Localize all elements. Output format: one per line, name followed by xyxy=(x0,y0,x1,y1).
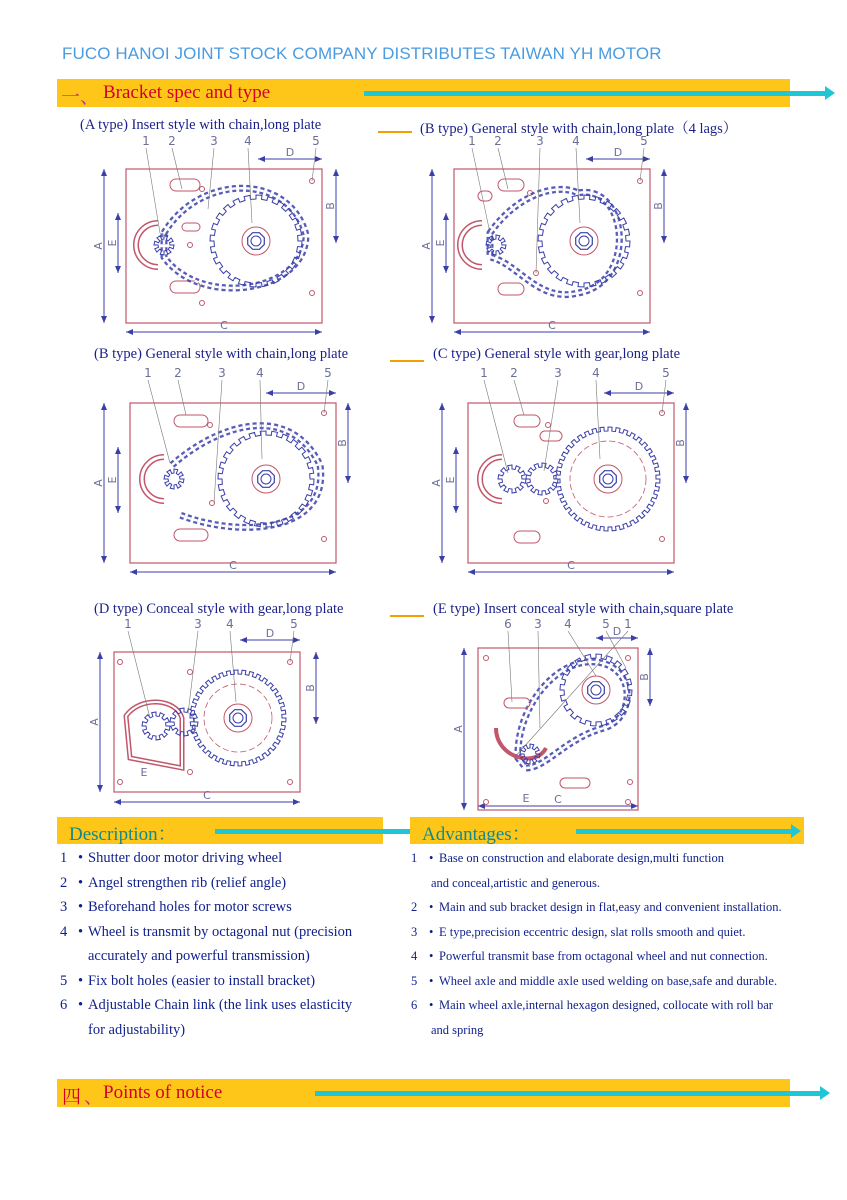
caption-b-type-4lags: (B type) General style with chain,long plate（4 lags） xyxy=(420,121,738,137)
list-item xyxy=(411,895,811,920)
leader-line xyxy=(596,380,600,459)
leader-line xyxy=(290,631,294,662)
dimension-label: C xyxy=(548,319,556,332)
part-number-label: 2 xyxy=(494,134,502,148)
dimension-label: C xyxy=(554,793,562,806)
band-arrow xyxy=(576,829,792,834)
hub-ring xyxy=(582,676,610,704)
leader-line xyxy=(178,380,186,415)
bullet-dot: • xyxy=(78,972,84,989)
list-item xyxy=(60,944,400,969)
section-title: Bracket spec and type xyxy=(103,82,271,103)
part-number-label: 1 xyxy=(624,617,632,631)
list-item-number: 5 xyxy=(60,972,68,989)
section4-prefix: 四 xyxy=(62,1087,82,1108)
list-item-text: Angel strengthen rib (relief angle) xyxy=(88,874,287,891)
dimension-arrow xyxy=(661,169,667,176)
slot-hole xyxy=(514,531,540,543)
dimension-label: D xyxy=(265,627,275,640)
part-number-label: 1 xyxy=(144,366,152,380)
dimension-label: B xyxy=(652,202,665,210)
part-number-label: 2 xyxy=(174,366,182,380)
chain xyxy=(518,662,627,768)
list-item xyxy=(411,1018,811,1043)
list-item xyxy=(60,993,400,1018)
bullet-dot: • xyxy=(78,874,84,891)
dimension-arrow xyxy=(454,329,461,335)
list-item xyxy=(411,920,811,945)
dimension-label: D xyxy=(613,146,623,159)
dimension-arrow xyxy=(97,785,103,792)
dimension-label: E xyxy=(106,476,119,484)
part-number-label: 4 xyxy=(564,617,572,631)
dimension-arrow xyxy=(101,556,107,563)
bolt-hole xyxy=(626,800,631,805)
slot-hole xyxy=(174,529,208,541)
dimension-label: B xyxy=(304,684,317,692)
section-prefix: 一、 xyxy=(61,87,100,108)
hub-ring xyxy=(594,465,622,493)
part-number-label: 3 xyxy=(194,617,202,631)
slot-hole xyxy=(560,778,590,788)
bolt-hole xyxy=(288,780,293,785)
caption-separator xyxy=(390,615,424,617)
band-arrow xyxy=(364,91,826,96)
dimension-label: A xyxy=(452,725,465,733)
dimension-label: E xyxy=(444,476,457,484)
part-number-label: 4 xyxy=(592,366,600,380)
bolt-hole xyxy=(188,770,193,775)
bullet-dot: • xyxy=(429,900,434,914)
slot-hole xyxy=(504,698,530,708)
dimension-arrow xyxy=(329,390,336,396)
bullet-dot: • xyxy=(429,851,434,865)
bolt-hole xyxy=(188,243,193,248)
bolt-hole xyxy=(484,656,489,661)
leader-line xyxy=(146,148,160,233)
bullet-dot: • xyxy=(78,923,84,940)
dimension-arrow xyxy=(101,169,107,176)
list-item-text: for adjustability) xyxy=(88,1021,186,1038)
list-item-number: 4 xyxy=(411,949,418,963)
chain-link-inner xyxy=(518,662,627,768)
dimension-label: E xyxy=(522,792,530,805)
dimension-arrow xyxy=(293,799,300,805)
bolt-hole xyxy=(660,537,665,542)
dimension-label: E xyxy=(434,239,447,247)
drive-sprocket xyxy=(164,469,184,489)
list-item-text: accurately and powerful transmission) xyxy=(88,948,310,964)
leader-line xyxy=(568,631,596,676)
advantages-band xyxy=(410,817,804,844)
bolt-hole xyxy=(638,291,643,296)
motor-clamp xyxy=(142,457,164,501)
slot-hole xyxy=(478,191,492,201)
part-number-label: 4 xyxy=(256,366,264,380)
drive-sprocket xyxy=(520,744,540,764)
part-number-label: 1 xyxy=(124,617,132,631)
list-item-text: and spring xyxy=(431,1022,484,1037)
pitch-circle xyxy=(204,684,272,752)
list-item-number: 6 xyxy=(411,998,418,1012)
list-item xyxy=(411,944,811,969)
part-number-label: 1 xyxy=(142,134,150,148)
dimension-label: B xyxy=(324,202,337,210)
bracket-plate xyxy=(126,169,322,323)
bullet-dot: • xyxy=(78,899,84,915)
sprocket-wheel xyxy=(560,654,632,726)
diagram-d-type xyxy=(90,618,330,808)
dimension-arrow xyxy=(429,316,435,323)
octagonal-nut xyxy=(576,233,593,250)
diagram-c-type xyxy=(428,363,698,578)
dimension-arrow xyxy=(429,169,435,176)
bolt-hole xyxy=(200,301,205,306)
list-item xyxy=(60,1018,400,1043)
list-item-text: Wheel is transmit by octagonal nut (precision xyxy=(88,923,353,940)
part-number-label: 3 xyxy=(210,134,218,148)
bolt-hole xyxy=(546,423,551,428)
dimension-label: E xyxy=(106,239,119,247)
slot-hole xyxy=(174,415,208,427)
dimension-label: E xyxy=(140,766,148,779)
bolt-hole xyxy=(200,187,205,192)
diagram-a-type xyxy=(90,133,350,338)
drive-sprocket xyxy=(486,235,506,255)
part-number-label: 3 xyxy=(554,366,562,380)
bullet-dot: • xyxy=(429,924,434,939)
part-number-label: 2 xyxy=(510,366,518,380)
bolt-hole xyxy=(118,780,123,785)
dimension-label: C xyxy=(203,789,211,802)
dimension-label: C xyxy=(220,319,228,332)
sprocket-wheel xyxy=(210,195,302,287)
octagonal-nut xyxy=(600,471,617,488)
slot-hole xyxy=(498,283,524,295)
dimension-arrow xyxy=(115,213,121,220)
drive-gear xyxy=(142,712,170,740)
list-item-text: and conceal,artistic and generous. xyxy=(431,875,601,890)
bolt-hole xyxy=(544,499,549,504)
section-bracket-band xyxy=(57,79,790,107)
list-item-text: Base on construction and elaborate design,multi function xyxy=(439,851,724,865)
dimension-arrow xyxy=(115,506,121,513)
dimension-arrow xyxy=(115,266,121,273)
list-item-number: 2 xyxy=(411,900,418,914)
company-header: FUCO HANOI JOINT STOCK COMPANY DISTRIBUTES TAIWAN YH MOTOR xyxy=(62,44,662,63)
dimension-arrow xyxy=(461,648,467,655)
leader-line xyxy=(324,380,328,413)
list-item-number: 4 xyxy=(60,923,68,940)
sprocket-wheel xyxy=(218,431,314,527)
list-item-number: 1 xyxy=(60,850,68,866)
caption-separator xyxy=(378,131,412,133)
description-list xyxy=(60,846,400,1042)
leader-line xyxy=(260,380,262,459)
motor-clamp xyxy=(460,223,482,267)
dimension-arrow xyxy=(115,447,121,454)
dimension-label: A xyxy=(430,479,443,487)
part-number-label: 5 xyxy=(662,366,670,380)
list-item xyxy=(411,969,811,994)
part-number-label: 5 xyxy=(324,366,332,380)
dimension-label: D xyxy=(634,380,644,393)
bolt-hole xyxy=(484,800,489,805)
caption-b-type: (B type) General style with chain,long plate xyxy=(94,346,349,362)
dimension-label: D xyxy=(612,625,622,638)
part-number-label: 4 xyxy=(226,617,234,631)
list-item-number: 3 xyxy=(60,899,68,915)
dimension-arrow xyxy=(468,569,475,575)
dimension-arrow xyxy=(647,699,653,706)
caption-a-type: (A type) Insert style with chain,long plate xyxy=(80,117,322,133)
caption-e-type: (E type) Insert conceal style with chain,square plate xyxy=(433,601,734,617)
bolt-hole xyxy=(322,537,327,542)
caption-d-type: (D type) Conceal style with gear,long plate xyxy=(94,601,344,617)
leader-line xyxy=(230,631,236,702)
dimension-label: A xyxy=(92,479,105,487)
list-item xyxy=(60,871,400,896)
dimension-label: D xyxy=(285,146,295,159)
list-item-text: Fix bolt holes (easier to install bracket) xyxy=(88,972,316,989)
leader-line xyxy=(544,380,558,471)
dimension-arrow xyxy=(313,652,319,659)
diagram-e-type xyxy=(452,617,656,813)
list-item xyxy=(411,871,811,896)
dimension-arrow xyxy=(315,329,322,335)
leader-line xyxy=(536,148,540,273)
dimension-arrow xyxy=(667,390,674,396)
bullet-dot: • xyxy=(429,973,434,988)
dimension-label: B xyxy=(674,439,687,447)
dimension-arrow xyxy=(258,156,265,162)
slot-hole xyxy=(498,179,524,191)
bolt-hole xyxy=(118,660,123,665)
advantages-title: Advantages： xyxy=(422,824,531,845)
section-notice-band xyxy=(57,1079,790,1107)
dimension-arrow xyxy=(631,803,638,809)
list-item-number: 5 xyxy=(411,973,418,988)
bolt-hole xyxy=(208,423,213,428)
axle xyxy=(233,713,243,723)
dimension-label: A xyxy=(92,242,105,250)
leader-line xyxy=(514,380,524,415)
main-gear xyxy=(556,427,660,531)
dimension-arrow xyxy=(329,569,336,575)
dimension-arrow xyxy=(266,390,273,396)
list-item-number: 1 xyxy=(411,851,418,865)
dimension-arrow xyxy=(97,652,103,659)
dimension-arrow xyxy=(333,236,339,243)
slot-hole xyxy=(540,431,562,441)
list-item xyxy=(60,895,400,920)
dimension-arrow xyxy=(130,569,137,575)
diagram-b-type xyxy=(90,363,360,578)
list-item xyxy=(60,846,400,871)
slot-hole xyxy=(514,415,540,427)
dimension-arrow xyxy=(439,556,445,563)
dimension-arrow xyxy=(240,637,247,643)
dimension-arrow xyxy=(643,329,650,335)
leader-line xyxy=(538,631,540,728)
dimension-arrow xyxy=(586,156,593,162)
dimension-label: C xyxy=(567,559,575,572)
dimension-arrow xyxy=(315,156,322,162)
bracket-plate xyxy=(454,169,650,323)
pitch-circle xyxy=(570,441,646,517)
leader-line xyxy=(662,380,666,413)
list-item xyxy=(411,993,811,1018)
octagonal-nut xyxy=(258,471,275,488)
list-item xyxy=(60,969,400,994)
dimension-arrow xyxy=(667,569,674,575)
list-item-text: E type,precision eccentric design, slat rolls smooth and quiet. xyxy=(439,924,746,939)
list-item xyxy=(60,920,400,945)
dimension-arrow xyxy=(443,266,449,273)
slot-hole xyxy=(182,223,200,231)
slot-hole xyxy=(170,179,200,191)
drive-sprocket xyxy=(154,235,174,255)
dimension-label: A xyxy=(420,242,433,250)
bolt-hole xyxy=(188,670,193,675)
chain xyxy=(172,426,321,528)
list-item-number: 6 xyxy=(60,997,68,1013)
description-title: Description： xyxy=(69,824,177,845)
hub-ring xyxy=(242,227,270,255)
idler-gear xyxy=(526,463,558,495)
bullet-dot: • xyxy=(429,949,434,963)
bullet-dot: • xyxy=(78,997,84,1013)
bracket-plate xyxy=(478,648,638,810)
dimension-arrow xyxy=(101,316,107,323)
part-number-label: 3 xyxy=(536,134,544,148)
list-item-text: Main and sub bracket design in flat,easy and convenient installation. xyxy=(439,900,782,914)
dimension-arrow xyxy=(604,390,611,396)
list-item xyxy=(411,846,811,871)
part-number-label: 5 xyxy=(290,617,298,631)
dimension-arrow xyxy=(647,648,653,655)
axle xyxy=(591,685,601,695)
leader-line xyxy=(576,148,580,223)
part-number-label: 4 xyxy=(244,134,252,148)
list-item-text: Wheel axle and middle axle used welding on base,safe and durable. xyxy=(439,973,778,988)
list-item-number: 2 xyxy=(60,874,68,891)
part-number-label: 6 xyxy=(504,617,512,631)
part-number-label: 5 xyxy=(312,134,320,148)
leader-line xyxy=(208,148,214,209)
leader-line xyxy=(148,380,170,463)
dimension-arrow xyxy=(596,635,603,641)
dimension-arrow xyxy=(453,447,459,454)
dimension-arrow xyxy=(661,236,667,243)
list-item-text: Main wheel axle,internal hexagon designed, collocate with roll bar xyxy=(439,998,773,1012)
bullet-dot: • xyxy=(78,850,84,866)
dimension-arrow xyxy=(443,213,449,220)
octagonal-nut xyxy=(588,682,605,699)
bolt-hole xyxy=(628,780,633,785)
dimension-arrow xyxy=(683,403,689,410)
dimension-label: B xyxy=(336,439,349,447)
dimension-arrow xyxy=(126,329,133,335)
caption-c-type: (C type) General style with gear,long plate xyxy=(433,346,681,362)
hub-ring xyxy=(224,704,252,732)
leader-line xyxy=(514,631,628,758)
dimension-arrow xyxy=(631,635,638,641)
section4-title: Points of notice xyxy=(103,1082,223,1103)
section4-sep: 、 xyxy=(84,1087,104,1108)
axle xyxy=(251,236,261,246)
part-number-label: 1 xyxy=(468,134,476,148)
dimension-label: B xyxy=(638,673,651,681)
part-number-label: 1 xyxy=(480,366,488,380)
dimension-arrow xyxy=(313,717,319,724)
list-item-text: Adjustable Chain link (the link uses elasticity xyxy=(88,997,353,1013)
band-arrow xyxy=(315,1091,821,1096)
dimension-label: A xyxy=(88,718,101,726)
dimension-label: C xyxy=(229,559,237,572)
dimension-arrow xyxy=(333,169,339,176)
part-number-label: 3 xyxy=(218,366,226,380)
part-number-label: 4 xyxy=(572,134,580,148)
dimension-arrow xyxy=(683,476,689,483)
bolt-hole xyxy=(210,501,215,506)
octagonal-nut xyxy=(248,233,265,250)
axle xyxy=(603,474,613,484)
hub-ring xyxy=(570,227,598,255)
part-number-label: 5 xyxy=(640,134,648,148)
dimension-arrow xyxy=(461,803,467,810)
bolt-hole xyxy=(626,656,631,661)
part-number-label: 2 xyxy=(168,134,176,148)
dimension-arrow xyxy=(101,403,107,410)
bullet-dot: • xyxy=(429,998,434,1012)
description-band xyxy=(57,817,383,844)
axle xyxy=(261,474,271,484)
dimension-arrow xyxy=(114,799,121,805)
dimension-arrow xyxy=(439,403,445,410)
part-number-label: 5 xyxy=(602,617,610,631)
list-item-text: Beforehand holes for motor screws xyxy=(88,899,292,915)
advantages-list xyxy=(411,846,811,1042)
list-item-text: Shutter door motor driving wheel xyxy=(88,850,283,866)
dimension-arrow xyxy=(293,637,300,643)
caption-separator xyxy=(390,360,424,362)
octagonal-nut xyxy=(230,710,247,727)
bolt-hole xyxy=(310,291,315,296)
axle xyxy=(579,236,589,246)
dimension-arrow xyxy=(453,506,459,513)
dimension-arrow xyxy=(345,476,351,483)
leader-line xyxy=(640,148,644,181)
band-arrow xyxy=(215,829,419,834)
diagram-b-type-4lags xyxy=(418,133,678,338)
dimension-arrow xyxy=(345,403,351,410)
leader-line xyxy=(312,148,316,181)
dimension-label: D xyxy=(296,380,306,393)
part-number-label: 3 xyxy=(534,617,542,631)
list-item-number: 3 xyxy=(411,924,418,939)
dimension-arrow xyxy=(643,156,650,162)
leader-line xyxy=(508,631,512,702)
hub-ring xyxy=(252,465,280,493)
list-item-text: Powerful transmit base from octagonal wheel and nut connection. xyxy=(439,949,768,963)
drive-gear xyxy=(498,465,526,493)
